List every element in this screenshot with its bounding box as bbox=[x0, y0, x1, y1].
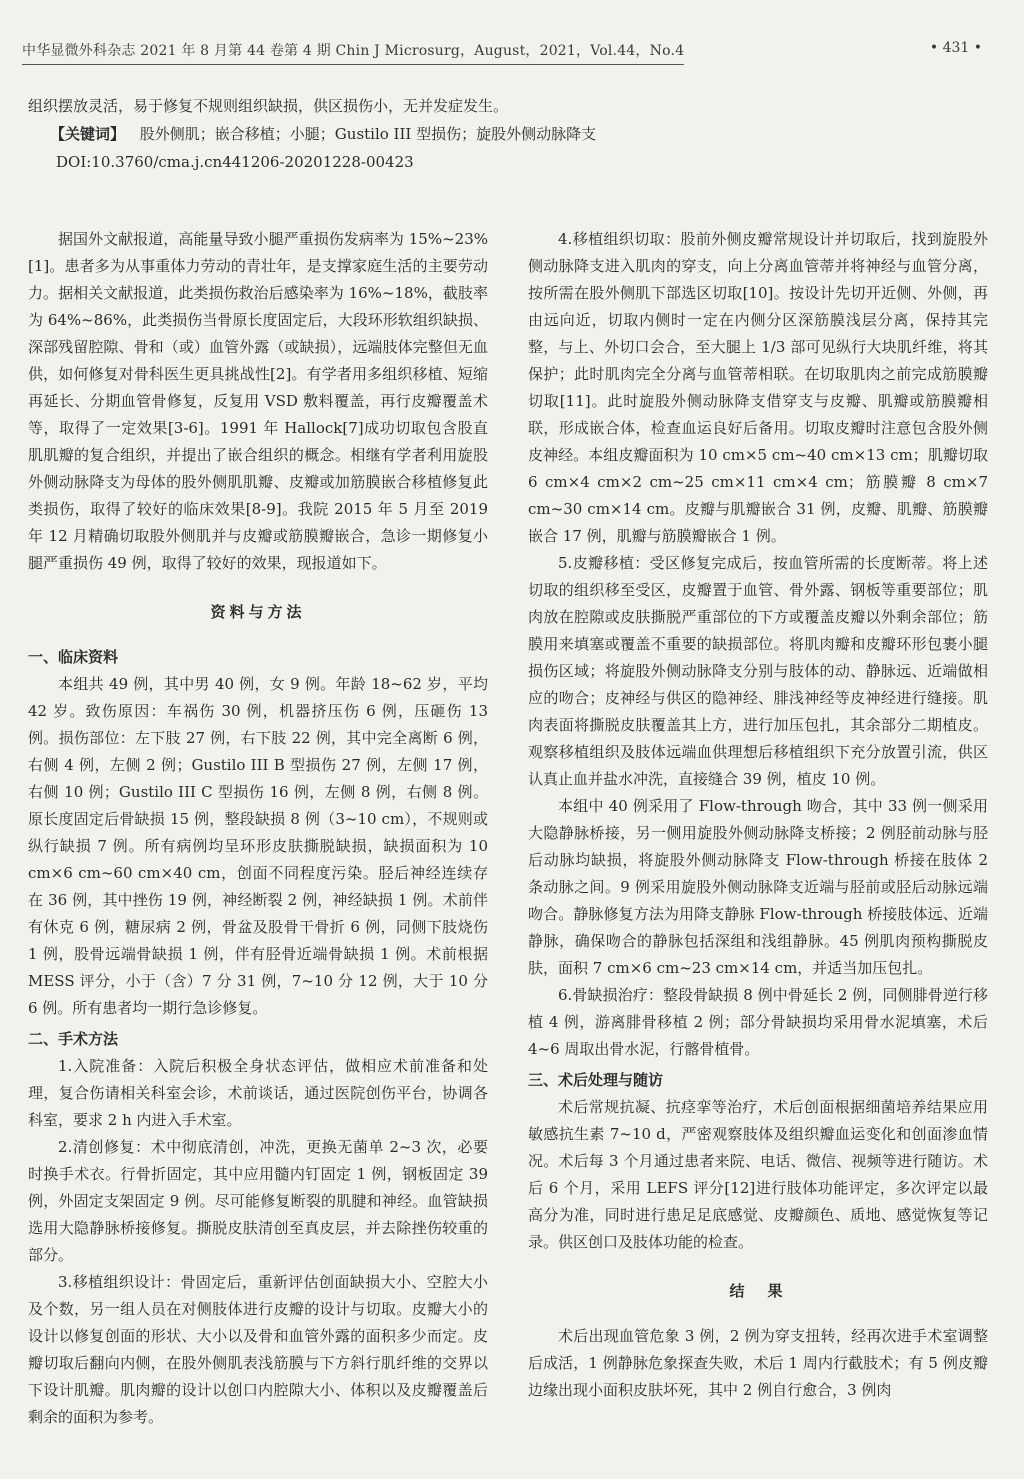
doi: DOI:10.3760/cma.j.cn441206-20201228-00423 bbox=[56, 153, 414, 171]
right-column bbox=[528, 226, 988, 1404]
paragraph-step6: 6.骨缺损治疗：整段骨缺损 8 例中骨延长 2 例，同侧腓骨逆行移植 4 例，游离腓骨移植 2 例；部分骨缺损均采用骨水泥填塞，术后 4~6 周取出骨水泥，行髂骨植骨。 bbox=[528, 986, 988, 1058]
subsection-clinical: 一、临床资料 bbox=[28, 648, 119, 666]
keywords-line bbox=[28, 120, 988, 148]
section-title-methods: 资料与方法 bbox=[210, 603, 306, 621]
abstract-block bbox=[28, 92, 988, 176]
subsection-surgery: 二、手术方法 bbox=[28, 1030, 119, 1048]
paragraph-step1: 1.入院准备：入院后积极全身状态评估，做相应术前准备和处理，复合伤请相关科室会诊，术前谈话，通过医院创伤平台，协调各科室，要求 2 h 内进入手术室。 bbox=[28, 1057, 488, 1129]
paragraph-clinical: 本组共 49 例，其中男 40 例，女 9 例。年龄 18~62 岁，平均 42 岁。致伤原因：车祸伤 30 例，机器挤压伤 6 例，压砸伤 13 例。损伤部位：左下肢 27 例，右下肢 22 例，其中完全离断 6 例，右侧 4 例，左侧 2 例；Gustilo III B 型损伤 27 例，左侧 17 例，右侧 10 例；Gustilo III C 型损伤 16 例，左侧 8 例，右侧 8 例。原长度固定后骨缺损 15 例，整段缺损 8 例（3~10 cm），不规则或纵行缺损 7 例。所有病例均呈环形皮肤撕脱缺损，缺损面积为 10 cm×6 cm~60 cm×40 cm，创面不同程度污染。胫后神经连续存在 36 例，其中挫伤 19 例，神经断裂 2 例，神经缺损 1 例。术前伴有休克 6 例，糖尿病 2 例，骨盆及股骨干骨折 6 例，同侧下肢烧伤 1 例，股骨远端骨缺损 1 例，伴有胫骨近端骨缺损 1 例。术前根据 MESS 评分，小于（含）7 分 31 例，7~10 分 12 例，大于 10 分 6 例。所有患者均一期行急诊修复。 bbox=[28, 675, 488, 1017]
paragraph-results: 术后出现血管危象 3 例，2 例为穿支扭转，经再次进手术室调整后成活，1 例静脉危象探查失败，术后 1 周内行截肢术；有 5 例皮瓣边缘出现小面积皮肤坏死，其中 2 例自行愈合，3 例肉 bbox=[528, 1327, 988, 1399]
section-title-results: 结 果 bbox=[729, 1282, 787, 1300]
abstract-tail: 组织摆放灵活，易于修复不规则组织缺损，供区损伤小，无并发症发生。 bbox=[28, 97, 509, 115]
paragraph-step2: 2.清创修复：术中彻底清创，冲洗，更换无菌单 2~3 次，必要时换手术衣。行骨折固定，其中应用髓内钉固定 1 例，钢板固定 39 例，外固定支架固定 9 例。尽可能修复断裂的肌腱和神经。血管缺损选用大隐静脉桥接修复。撕脱皮肤清创至真皮层，并去除挫伤较重的部分。 bbox=[28, 1138, 488, 1264]
running-header bbox=[22, 40, 982, 64]
keywords-text: 股外侧肌；嵌合移植；小腿；Gustilo III 型损伤；旋股外侧动脉降支 bbox=[139, 125, 597, 143]
journal-citation: 中华显微外科杂志 2021 年 8 月第 44 卷第 4 期 Chin J Microsurg，August，2021，Vol.44，No.4 bbox=[22, 40, 684, 65]
paragraph-postop: 术后常规抗凝、抗痉挛等治疗，术后创面根据细菌培养结果应用敏感抗生素 7~10 d，严密观察肢体及组织瓣血运变化和创面渗血情况。术后每 3 个月通过患者来院、电话、微信、视频等进行随访。术后 6 个月，采用 LEFS 评分[12]进行肢体功能评定，多次评定以最高分为准，同时进行患足足底感觉、皮瓣颜色、质地、感觉恢复等记录。供区创口及肢体功能的检查。 bbox=[528, 1098, 988, 1251]
intro-paragraph: 据国外文献报道，高能量导致小腿严重损伤发病率为 15%~23%[1]。患者多为从事重体力劳动的青壮年，是支撑家庭生活的主要劳动力。据相关文献报道，此类损伤救治后感染率为 16%~18%，截肢率为 64%~86%，此类损伤当骨原长度固定后，大段环形软组织缺损、深部残留腔隙、骨和（或）血管外露（或缺损），远端肢体完整但无血供，如何修复对骨科医生更具挑战性[2]。有学者用多组织移植、短缩再延长、分期血管骨修复，反复用 VSD 敷料覆盖，再行皮瓣覆盖术等，取得了一定效果[3-6]。1991 年 Hallock[7]成功切取包含股直肌肌瓣的复合组织，并提出了嵌合组织的概念。相继有学者利用旋股外侧动脉降支为母体的股外侧肌肌瓣、皮瓣或加筋膜嵌合移植修复此类损伤，取得了较好的临床效果[8-9]。我院 2015 年 5 月至 2019 年 12 月精确切取股外侧肌并与皮瓣或筋膜瓣嵌合，急诊一期修复小腿严重损伤 49 例，取得了较好的效果，现报道如下。 bbox=[28, 230, 488, 572]
left-column bbox=[28, 226, 488, 1431]
subsection-postop: 三、术后处理与随访 bbox=[528, 1071, 664, 1089]
paragraph-step5: 5.皮瓣移植：受区修复完成后，按血管所需的长度断蒂。将上述切取的组织移至受区，皮瓣置于血管、骨外露、钢板等重要部位；肌肉放在腔隙或皮肤撕脱严重部位的下方或覆盖皮瓣以外剩余部位；筋膜用来填塞或覆盖不重要的缺损部位。将肌肉瓣和皮瓣环形包裹小腿损伤区域；将旋股外侧动脉降支分别与肢体的动、静脉远、近端做相应的吻合；皮神经与供区的隐神经、腓浅神经等皮神经进行缝接。肌肉表面将撕脱皮肤覆盖其上方，进行加压包扎，其余部分二期植皮。观察移植组织及肢体远端血供理想后移植组织下充分放置引流，供区认真止血并盐水冲洗，直接缝合 39 例，植皮 10 例。 bbox=[528, 554, 988, 788]
keywords-label: 【关键词】 bbox=[50, 125, 126, 143]
paragraph-flow-through: 本组中 40 例采用了 Flow-through 吻合，其中 33 例一侧采用大隐静脉桥接，另一侧用旋股外侧动脉降支桥接；2 例胫前动脉与胫后动脉均缺损，将旋股外侧动脉降支 Flow-through 桥接在肢体 2 条动脉之间。9 例采用旋股外侧动脉降支近端与胫前或胫后动脉远端吻合。静脉修复方法为用降支静脉 Flow-through 桥接肢体远、近端静脉，确保吻合的静脉包括深组和浅组静脉。45 例肌肉预构撕脱皮肤，面积 7 cm×6 cm~23 cm×14 cm，并适当加压包扎。 bbox=[528, 797, 988, 977]
paragraph-step3: 3.移植组织设计：骨固定后，重新评估创面缺损大小、空腔大小及个数，另一组人员在对侧肢体进行皮瓣的设计与切取。皮瓣大小的设计以修复创面的形状、大小以及骨和血管外露的面积多少而定。皮瓣切取后翻向内侧，在股外侧肌表浅筋膜与下方斜行肌纤维的交界以下设计肌瓣。肌肉瓣的设计以创口内腔隙大小、体积以及皮瓣覆盖后剩余的面积为参考。 bbox=[28, 1273, 488, 1426]
page-number: • 431 • bbox=[929, 40, 982, 56]
paragraph-step4: 4.移植组织切取：股前外侧皮瓣常规设计并切取后，找到旋股外侧动脉降支进入肌肉的穿支，向上分离血管蒂并将神经与血管分离，按所需在股外侧肌下部选区切取[10]。按设计先切开近侧、外侧，再由远向近，切取内侧时一定在内侧分区深筋膜浅层分离，保持其完整，与上、外切口会合，至大腿上 1/3 部可见纵行大块肌纤维，将其保护；此时肌肉完全分离与血管蒂相联。在切取肌肉之前完成筋膜瓣切取[11]。此时旋股外侧动脉降支借穿支与皮瓣、肌瓣或筋膜瓣相联，形成嵌合体，检查血运良好后备用。切取皮瓣时注意包含股外侧皮神经。本组皮瓣面积为 10 cm×5 cm~40 cm×13 cm；肌瓣切取 6 cm×4 cm×2 cm~25 cm×11 cm×4 cm；筋膜瓣 8 cm×7 cm~30 cm×14 cm。皮瓣与肌瓣嵌合 31 例，皮瓣、肌瓣、筋膜瓣嵌合 17 例，肌瓣与筋膜瓣嵌合 1 例。 bbox=[528, 230, 988, 545]
